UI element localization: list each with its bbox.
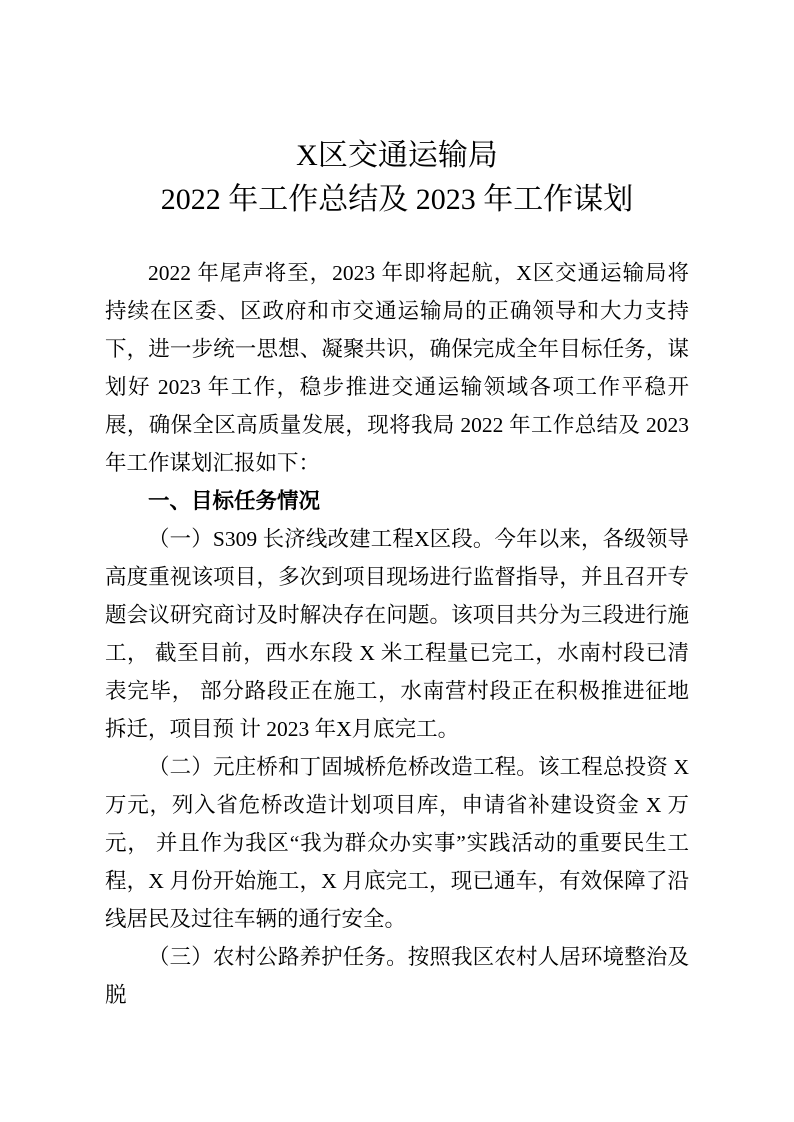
document-subtitle: 2022 年工作总结及 2023 年工作谋划: [160, 183, 634, 216]
document-body: [105, 254, 689, 1014]
paragraph-item-2-bridge-project: （二）元庄桥和丁固城桥危桥改造工程。该工程总投资 X 万元，列入省危桥改造计划项目库，申请省补建设资金 X 万元， 并且作为我区“我为群众办实事”实践活动的重要民生工程，X 月份开始施工，X 月底完工，现已通车，有效保障了沿线居民及过往车辆的通行安全。: [105, 755, 689, 931]
section-heading-goals: 一、目标任务情况: [148, 489, 321, 513]
paragraph-item-3-rural-roads: （三）农村公路养护任务。按照我区农村人居环境整治及脱: [105, 945, 689, 1007]
document-content: [105, 134, 689, 1014]
paragraph-intro: 2022 年尾声将至，2023 年即将起航，X区交通运输局将持续在区委、区政府和市交通运输局的正确领导和大力支持下，进一步统一思想、凝聚共识，确保完成全年目标任务，谋划好 2023 年工作，稳步推进交通运输领域各项工作平稳开展，确保全区高质量发展，现将我局 2022 年工作总结及 2023 年工作谋划汇报如下：: [105, 261, 689, 475]
paragraph-item-1-s309-project: （一）S309 长济线改建工程X区段。今年以来，各级领导高度重视该项目，多次到项目现场进行监督指导，并且召开专 题会议研究商讨及时解决存在问题。该项目共分为三段进行施工， 截至目前，西水东段 X 米工程量已完工，水南村段已清表完毕， 部分路段正在施工，水南营村段正在积极推进征地拆迁，项目预 计 2023 年X月底完工。: [105, 527, 689, 741]
document-title: X区交通运输局: [296, 139, 498, 172]
document-title-block: [105, 134, 689, 222]
